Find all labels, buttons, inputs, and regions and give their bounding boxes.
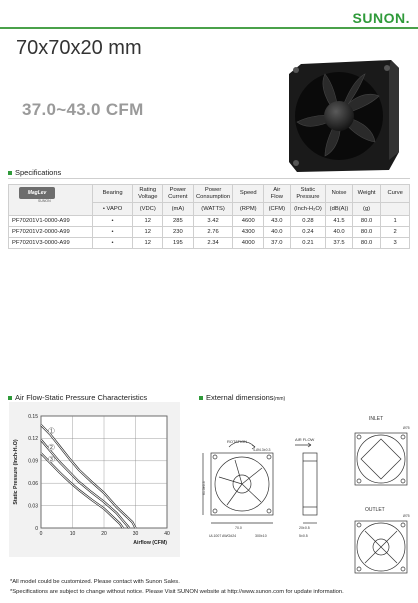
series-label-2: 2 [50, 444, 53, 451]
outlet-view [355, 521, 407, 573]
airflow-pressure-chart [9, 402, 180, 557]
y-tick-label: 0.06 [28, 481, 38, 487]
inlet-diameter: Ø75 [403, 426, 410, 430]
width-dim: 70.0 [235, 526, 242, 530]
col-consumption: Power Consumption [193, 185, 233, 203]
depth-dim: 20±0.5 [299, 526, 310, 530]
col-noise: Noise [326, 185, 353, 203]
unit-weight: (g) [352, 203, 381, 216]
y-tick-label: 0.03 [28, 503, 38, 510]
flange-dim: 5±0.5 [299, 534, 308, 538]
unit-pressure: (Inch-H₂O) [290, 203, 326, 216]
col-weight: Weight [352, 185, 381, 203]
brand-logo: SUNON. [352, 10, 410, 26]
fan-image [287, 60, 401, 172]
unit-voltage: (VDC) [133, 203, 163, 216]
unit-speed: (RPM) [233, 203, 264, 216]
maglev-logo-sub: SUNON [38, 199, 51, 203]
lead-dim: 300±10 [255, 534, 267, 538]
outlet-label: OUTLET [365, 507, 385, 513]
maglev-logo: MagLev [19, 187, 55, 199]
pitch-dim: 61.5±0.3 [202, 481, 206, 495]
col-bearing: Bearing [92, 185, 133, 203]
col-speed: Speed [233, 185, 264, 203]
header-divider [0, 27, 418, 29]
outlet-diameter: Ø75 [403, 514, 410, 518]
rotation-label: ROTATION [227, 439, 248, 444]
hole-dim: 4-Ø4.3±0.3 [253, 448, 271, 452]
unit-consumption: (WATTS) [193, 203, 233, 216]
col-pressure: Static Pressure [290, 185, 326, 203]
table-header-row [9, 185, 410, 203]
unit-bearing: • VAPO [92, 203, 133, 216]
chart-panel [9, 402, 180, 557]
airflow-range: 37.0~43.0 CFM [22, 100, 144, 119]
section-divider [8, 178, 410, 179]
y-tick-label: 0.09 [28, 458, 38, 465]
dimension-drawing [199, 405, 418, 585]
inlet-view [355, 433, 407, 485]
side-view [295, 443, 317, 523]
y-tick-label: 0 [35, 525, 38, 532]
y-tick-label: 0.12 [28, 436, 38, 443]
section-bullet-icon [199, 396, 203, 400]
model-dimensions: 70x70x20 mm [16, 37, 142, 59]
col-voltage: Rating Voltage [133, 185, 163, 203]
table-row: PF70201V1-0000-A99 • 12 285 3.42 4600 43.0 0.28 41.5 80.0 1 [9, 216, 410, 227]
dimensions-heading: External dimensions(mm) [199, 393, 285, 402]
front-view [203, 441, 273, 523]
x-tick-label: 0 [39, 531, 43, 537]
maglev-logo-cell [9, 185, 93, 216]
col-curve: Curve [381, 185, 410, 203]
specifications-heading: Specifications [8, 168, 61, 177]
unit-curve [381, 203, 410, 216]
wire-spec: UL1007 AWG#24 [209, 534, 237, 538]
table-row: PF70201V2-0000-A99 • 12 230 2.76 4300 40.0 0.24 40.0 80.0 2 [9, 227, 410, 238]
unit-current: (mA) [163, 203, 194, 216]
unit-noise: (dB(A)) [326, 203, 353, 216]
y-axis-label: Static Pressure (Inch-H₂O) [13, 439, 19, 505]
series-label-1: 1 [50, 428, 53, 435]
inlet-label: INLET [369, 416, 384, 422]
unit-airflow: (CFM) [264, 203, 291, 216]
x-tick-label: 10 [69, 531, 76, 537]
y-tick-label: 0.15 [28, 413, 38, 420]
section-bullet-icon [8, 396, 12, 400]
x-tick-label: 30 [132, 531, 139, 537]
col-current: Power Current [163, 185, 194, 203]
footnote-2: *Specifications are subject to change without notice. Please Visit SUNON website at http://www.sunon.com for update information. [10, 589, 344, 595]
x-tick-label: 40 [164, 531, 170, 537]
col-airflow: Air Flow [264, 185, 291, 203]
footnote-1: *All model could be customized. Please contact with Sunon Sales. [10, 579, 180, 585]
chart-heading: Air Flow-Static Pressure Characteristics [8, 393, 147, 402]
specifications-table [8, 184, 410, 249]
x-axis-label: Airflow (CFM) [133, 540, 167, 546]
table-row: PF70201V3-0000-A99 • 12 195 2.34 4000 37.0 0.21 37.5 80.0 3 [9, 238, 410, 249]
series-label-3: 3 [50, 456, 53, 463]
section-bullet-icon [8, 171, 12, 175]
x-tick-label: 20 [101, 531, 107, 537]
airflow-label: AIR FLOW [295, 437, 315, 442]
